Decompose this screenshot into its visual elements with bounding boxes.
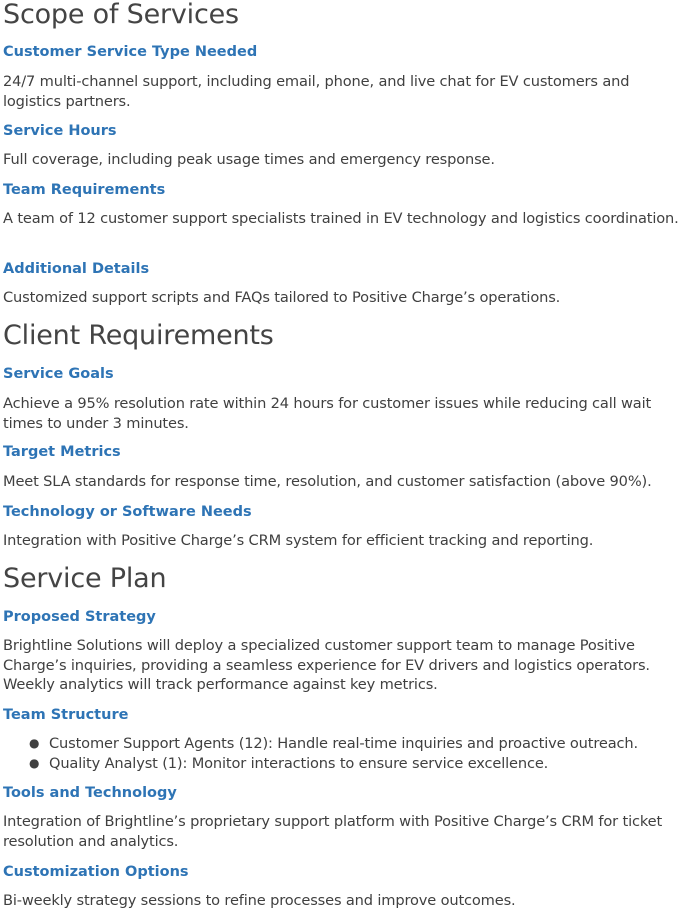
section-title-scope-of-services: Scope of Services: [3, 0, 239, 30]
paragraph-proposed-strategy: Brightline Solutions will deploy a specialized customer support team to manage Positive Charge’s inquiries, providing a seamless experience for EV drivers and logistics operators. Weekly analytics will track performance against key metrics.: [3, 637, 650, 693]
list-item-text: Customer Support Agents (12): Handle real-time inquiries and proactive outreach.: [49, 735, 638, 752]
paragraph-service-hours: Full coverage, including peak usage times and emergency response.: [3, 151, 495, 168]
subheading-customer-service-type: Customer Service Type Needed: [3, 44, 258, 60]
bullet-icon: ●: [29, 755, 40, 770]
subheading-proposed-strategy: Proposed Strategy: [3, 609, 156, 625]
paragraph-tools-technology: Integration of Brightline’s proprietary support platform with Positive Charge’s CRM for ticket resolution and analytics.: [3, 813, 663, 850]
paragraph-service-goals: Achieve a 95% resolution rate within 24 hours for customer issues while reducing call wait times to under 3 minutes.: [3, 395, 652, 432]
paragraph-technology-software-needs: Integration with Positive Charge’s CRM system for efficient tracking and reporting.: [3, 532, 594, 549]
subheading-customization-options: Customization Options: [3, 864, 189, 880]
subheading-technology-software-needs: Technology or Software Needs: [3, 504, 252, 520]
subheading-service-goals: Service Goals: [3, 366, 114, 382]
section-title-client-requirements: Client Requirements: [3, 320, 274, 351]
subheading-team-structure: Team Structure: [3, 707, 129, 723]
list-item: [3, 734, 689, 754]
paragraph-target-metrics: Meet SLA standards for response time, resolution, and customer satisfaction (above 90%).: [3, 473, 652, 490]
subheading-service-hours: Service Hours: [3, 123, 117, 139]
subheading-target-metrics: Target Metrics: [3, 444, 121, 460]
paragraph-additional-details: Customized support scripts and FAQs tailored to Positive Charge’s operations.: [3, 289, 561, 306]
paragraph-customization-options: Bi-weekly strategy sessions to refine processes and improve outcomes.: [3, 892, 516, 909]
paragraph-team-requirements: A team of 12 customer support specialists trained in EV technology and logistics coordination.: [3, 210, 679, 227]
list-item: [3, 754, 689, 774]
subheading-additional-details: Additional Details: [3, 261, 150, 277]
section-title-service-plan: Service Plan: [3, 563, 167, 594]
team-structure-list: [3, 734, 689, 773]
bullet-icon: ●: [29, 736, 40, 750]
list-item-text: Quality Analyst (1): Monitor interactions to ensure service excellence.: [49, 754, 549, 772]
subheading-team-requirements: Team Requirements: [3, 182, 166, 198]
paragraph-customer-service-type: 24/7 multi-channel support, including email, phone, and live chat for EV customers and logistics partners.: [3, 73, 630, 110]
subheading-tools-technology: Tools and Technology: [3, 785, 177, 801]
